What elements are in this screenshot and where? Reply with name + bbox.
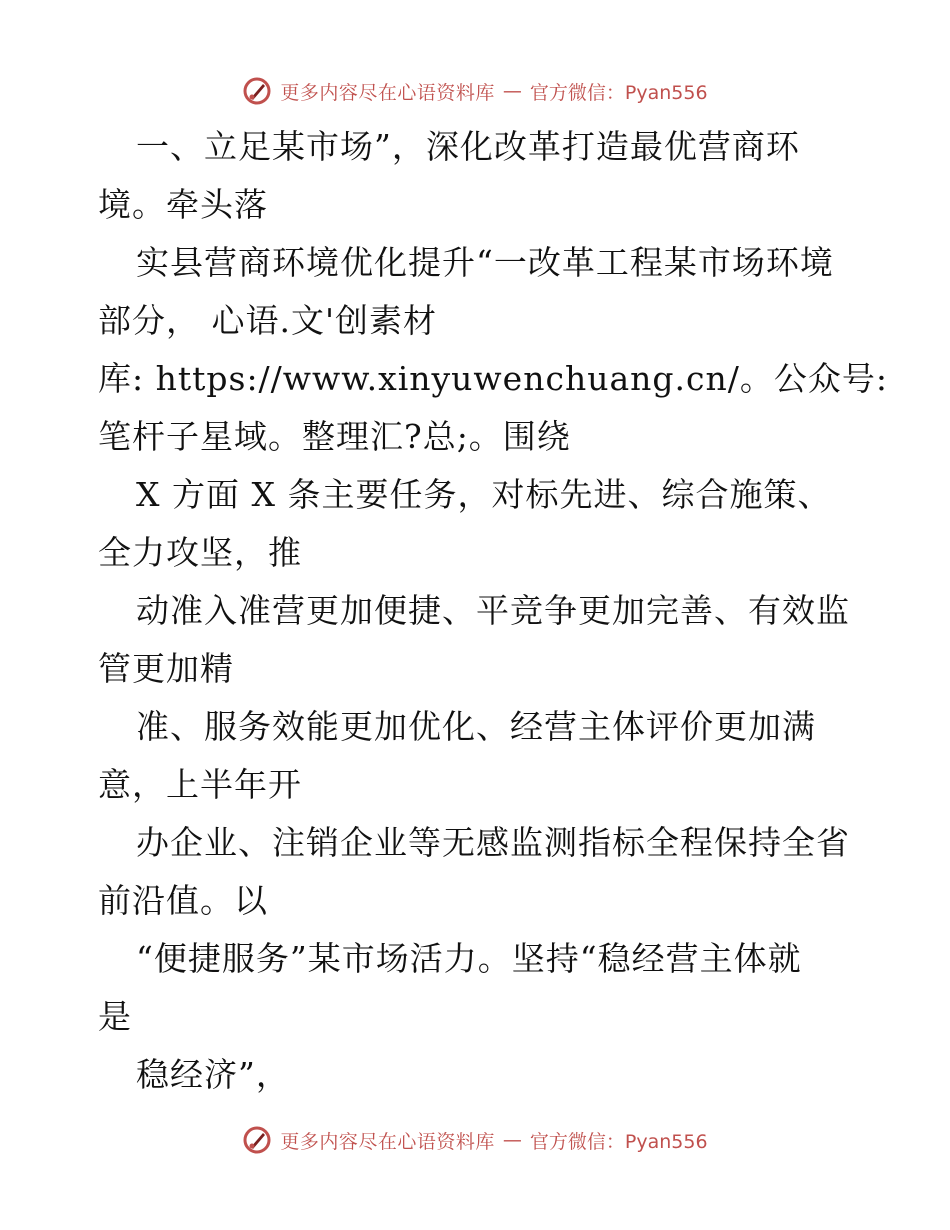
text-line: 一、立足某市场”，深化改革打造最优营商环 bbox=[136, 127, 800, 166]
watermark-wechat-text: 官方微信：Pyan556 bbox=[529, 81, 708, 104]
watermark-site-text: 更多内容尽在心语资料库 bbox=[280, 81, 495, 104]
pen-logo-icon bbox=[242, 76, 272, 106]
text-line: X 方面 X 条主要任务，对标先进、综合施策、 bbox=[136, 475, 832, 514]
text-line: 实县营商环境优化提升“一改革工程某市场环境 bbox=[136, 243, 834, 282]
text-line: 动准入准营更加便捷、平竞争更加完善、有效监 bbox=[136, 591, 850, 630]
text-line: 稳经济”， bbox=[136, 1055, 290, 1094]
text-line: 笔杆子星域。整理汇?总;。围绕 bbox=[98, 417, 571, 456]
text-line: 是 bbox=[98, 997, 132, 1036]
text-line: 库: https://www.xinyuwenchuang.cn/。公众号: bbox=[98, 359, 888, 398]
text-line: 管更加精 bbox=[98, 649, 234, 688]
text-line: 部分， 心语.文'创素材 bbox=[98, 301, 438, 340]
header-watermark bbox=[0, 71, 950, 111]
watermark-separator: — bbox=[502, 1129, 522, 1151]
document-body bbox=[98, 118, 888, 1104]
text-line: 办企业、注销企业等无感监测指标全程保持全省 bbox=[136, 823, 850, 862]
footer-watermark bbox=[0, 1120, 950, 1160]
text-line: 前沿值。以 bbox=[98, 881, 268, 920]
watermark-wechat-text: 官方微信：Pyan556 bbox=[529, 1130, 708, 1153]
pen-logo-icon bbox=[242, 1125, 272, 1155]
watermark-separator: — bbox=[502, 80, 522, 102]
text-line: 准、服务效能更加优化、经营主体评价更加满 bbox=[136, 707, 816, 746]
text-line: 意，上半年开 bbox=[98, 765, 302, 804]
text-line: “便捷服务”某市场活力。坚持“稳经营主体就 bbox=[136, 939, 802, 978]
text-line: 境。牵头落 bbox=[98, 185, 268, 224]
watermark-site-text: 更多内容尽在心语资料库 bbox=[280, 1130, 495, 1153]
text-line: 全力攻坚，推 bbox=[98, 533, 302, 572]
